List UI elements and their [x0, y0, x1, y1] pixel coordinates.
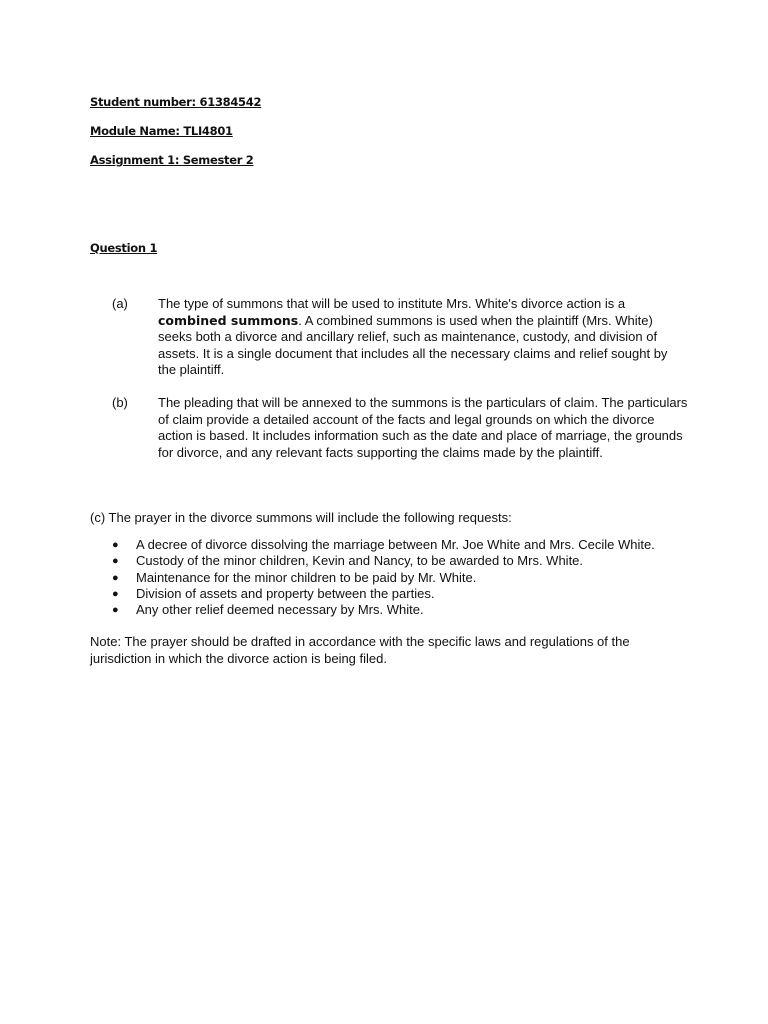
bullet-icon: ●: [112, 555, 119, 568]
answer-b-text: The pleading that will be annexed to the summons is the particulars of claim. The particulars of claim provide a detailed account of the facts and legal grounds on which the divorce action is based. It includes information such as the date and place of marriage, the grounds for divorce, and any relevant facts supporting the claims made by the plaintiff.: [158, 395, 688, 460]
list-item-text: Any other relief deemed necessary by Mrs. White.: [136, 602, 424, 618]
list-item: [112, 537, 672, 553]
list-item: [112, 570, 672, 586]
list-item: [112, 602, 672, 618]
module-name: Module Name: TLI4801: [90, 124, 233, 138]
list-item-text: Maintenance for the minor children to be paid by Mr. White.: [136, 569, 477, 585]
list-item-text: A decree of divorce dissolving the marriage between Mr. Joe White and Mrs. Cecile White.: [136, 537, 655, 552]
bullet-icon: ●: [112, 604, 119, 617]
prayer-list: [112, 537, 672, 618]
answer-a-text: [158, 296, 688, 379]
list-item: [112, 586, 672, 602]
answer-a-text-end: . A combined summons is used when the plaintiff (Mrs. White) seeks both a divorce and ancillary relief, such as maintenance, custody, and division of assets. It is a single document that includes all the necessary claims and relief sought by the plaintiff.: [158, 312, 668, 377]
assignment-title: Assignment 1: Semester 2: [90, 153, 254, 167]
student-number: Student number: 61384542: [90, 95, 262, 109]
answer-a-label: (a): [112, 296, 128, 311]
list-item-text: Division of assets and property between the parties.: [136, 585, 435, 601]
note-text: Note: The prayer should be drafted in accordance with the specific laws and regulations of the jurisdiction in which the divorce action is being filed.: [90, 634, 630, 666]
answer-a-text-start: The type of summons that will be used to institute Mrs. White's divorce action is a: [158, 296, 626, 311]
list-item: [112, 553, 672, 569]
question-title: Question 1: [90, 241, 158, 255]
bullet-icon: ●: [112, 571, 119, 584]
bullet-icon: ●: [112, 587, 119, 600]
list-item-text: Custody of the minor children, Kevin and Nancy, to be awarded to Mrs. White.: [136, 553, 584, 569]
answer-b-label: (b): [112, 395, 128, 410]
answer-c-intro: (c) The prayer in the divorce summons will include the following requests:: [90, 510, 512, 525]
answer-a-bold-term: combined summons: [158, 312, 299, 328]
bullet-icon: ●: [112, 539, 119, 551]
